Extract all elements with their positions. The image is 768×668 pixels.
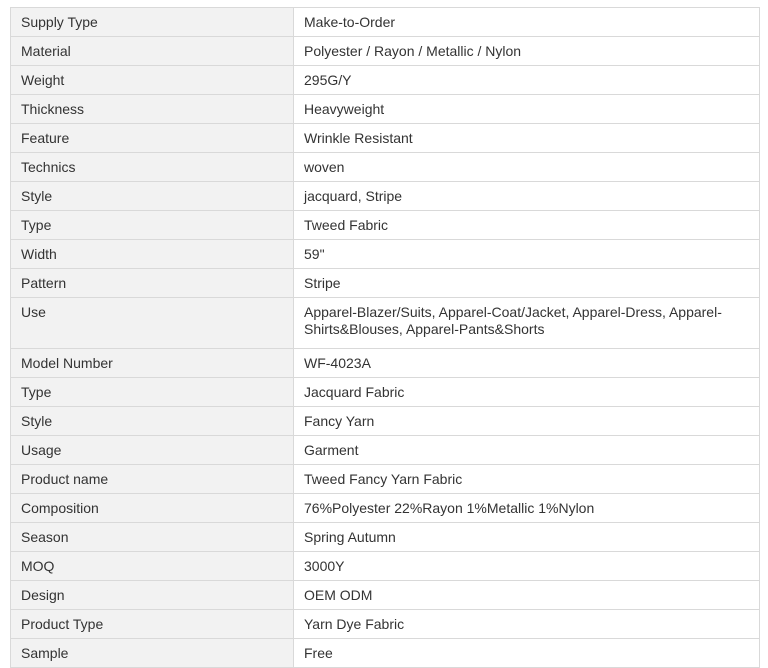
spec-value: Garment: [294, 436, 760, 465]
spec-value: Tweed Fabric: [294, 211, 760, 240]
spec-label: Material: [11, 37, 294, 66]
spec-label: Product name: [11, 465, 294, 494]
spec-value: OEM ODM: [294, 581, 760, 610]
spec-value: Tweed Fancy Yarn Fabric: [294, 465, 760, 494]
spec-row-sample: [11, 639, 760, 668]
spec-label: Design: [11, 581, 294, 610]
product-spec-table: [10, 7, 760, 668]
spec-label: Model Number: [11, 349, 294, 378]
spec-label: Usage: [11, 436, 294, 465]
spec-value: 59": [294, 240, 760, 269]
spec-row-thickness: [11, 95, 760, 124]
spec-row-type-2: [11, 378, 760, 407]
spec-row-moq: [11, 552, 760, 581]
spec-value: woven: [294, 153, 760, 182]
spec-label: Supply Type: [11, 8, 294, 37]
spec-label: Use: [11, 298, 294, 349]
spec-value: 295G/Y: [294, 66, 760, 95]
spec-label: Type: [11, 211, 294, 240]
spec-value: 76%Polyester 22%Rayon 1%Metallic 1%Nylon: [294, 494, 760, 523]
spec-value: Spring Autumn: [294, 523, 760, 552]
spec-row-season: [11, 523, 760, 552]
spec-row-supply-type: [11, 8, 760, 37]
spec-value: WF-4023A: [294, 349, 760, 378]
spec-label: Feature: [11, 124, 294, 153]
spec-label: Type: [11, 378, 294, 407]
spec-row-composition: [11, 494, 760, 523]
spec-value: jacquard, Stripe: [294, 182, 760, 211]
spec-label: Thickness: [11, 95, 294, 124]
spec-row-width: [11, 240, 760, 269]
spec-label: Width: [11, 240, 294, 269]
spec-label: Technics: [11, 153, 294, 182]
spec-value: Apparel-Blazer/Suits, Apparel-Coat/Jacket, Apparel-Dress, Apparel-Shirts&Blouses, Apparel-Pants&Shorts: [294, 298, 760, 349]
spec-row-use: [11, 298, 760, 349]
spec-row-style-2: [11, 407, 760, 436]
spec-row-usage: [11, 436, 760, 465]
spec-value: 3000Y: [294, 552, 760, 581]
spec-value: Stripe: [294, 269, 760, 298]
spec-label: Product Type: [11, 610, 294, 639]
spec-value: Make-to-Order: [294, 8, 760, 37]
spec-label: Pattern: [11, 269, 294, 298]
spec-label: Style: [11, 182, 294, 211]
spec-value: Yarn Dye Fabric: [294, 610, 760, 639]
spec-row-model-number: [11, 349, 760, 378]
spec-row-design: [11, 581, 760, 610]
spec-row-product-name: [11, 465, 760, 494]
spec-value: Heavyweight: [294, 95, 760, 124]
spec-label: Sample: [11, 639, 294, 668]
spec-row-type: [11, 211, 760, 240]
spec-label: Style: [11, 407, 294, 436]
spec-row-weight: [11, 66, 760, 95]
spec-row-technics: [11, 153, 760, 182]
spec-label: MOQ: [11, 552, 294, 581]
spec-value: Wrinkle Resistant: [294, 124, 760, 153]
spec-label: Weight: [11, 66, 294, 95]
spec-value: Polyester / Rayon / Metallic / Nylon: [294, 37, 760, 66]
spec-label: Composition: [11, 494, 294, 523]
spec-value: Fancy Yarn: [294, 407, 760, 436]
spec-value: Jacquard Fabric: [294, 378, 760, 407]
spec-row-feature: [11, 124, 760, 153]
spec-row-product-type: [11, 610, 760, 639]
spec-row-material: [11, 37, 760, 66]
spec-value: Free: [294, 639, 760, 668]
spec-label: Season: [11, 523, 294, 552]
spec-row-style: [11, 182, 760, 211]
spec-row-pattern: [11, 269, 760, 298]
